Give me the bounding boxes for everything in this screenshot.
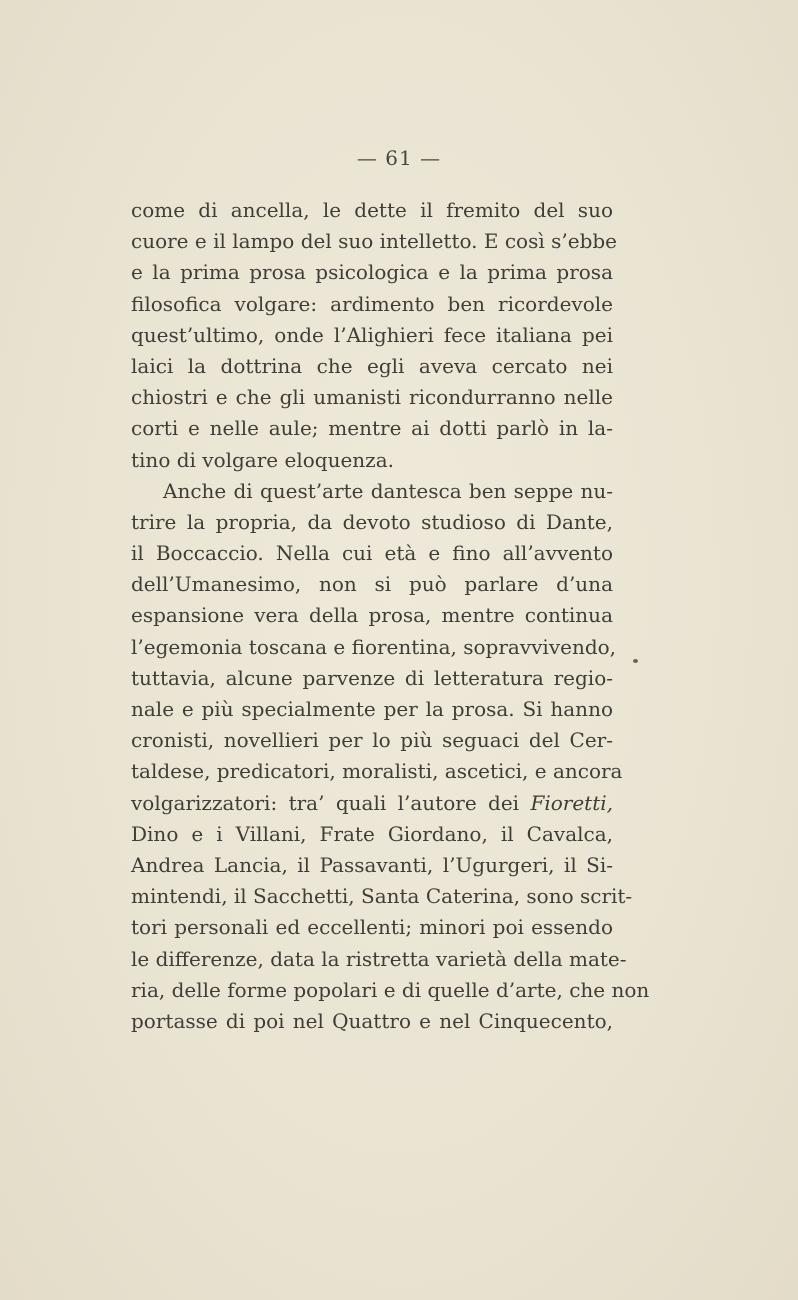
text-line: mintendi, il Sacchetti, Santa Caterina, sono scrit- bbox=[131, 884, 633, 909]
text-line: portasse di poi nel Quattro e nel Cinquecento, bbox=[131, 1008, 613, 1033]
text-line: Anche di quest’arte dantesca ben seppe nu- bbox=[163, 478, 613, 503]
text-line: le differenze, data la ristretta varietà della mate- bbox=[131, 946, 627, 971]
text-line: cuore e il lampo del suo intelletto. E così s’ebbe bbox=[131, 229, 618, 254]
text-line: quest’ultimo, onde l’Alighieri fece italiana pei bbox=[131, 322, 613, 347]
text-line: chiostri e che gli umanisti ricondurranno nelle bbox=[131, 385, 613, 410]
text-line: trire la propria, da devoto studioso di Dante, bbox=[131, 509, 613, 534]
text-line: il Boccaccio. Nella cui età e fino all’avvento bbox=[131, 541, 613, 566]
text-line: nale e più specialmente per la prosa. Si hanno bbox=[131, 697, 613, 721]
ink-speck bbox=[633, 659, 638, 663]
text-line: espansione vera della prosa, mentre continua bbox=[131, 603, 613, 628]
text-line-with-italic: volgarizzatori: tra’ quali l’autore dei Fioretti, bbox=[131, 790, 613, 815]
italic-title: Fioretti, bbox=[530, 790, 613, 815]
text-line: cronisti, novellieri per lo più seguaci del Cer- bbox=[131, 728, 613, 753]
text-line: dell’Umanesimo, non si può parlare d’una bbox=[131, 572, 613, 597]
text-line: e la prima prosa psicologica e la prima prosa bbox=[131, 260, 613, 285]
text-line: tori personali ed eccellenti; minori poi essendo bbox=[131, 915, 613, 940]
text-line: l’egemonia toscana e fiorentina, sopravvivendo, bbox=[131, 634, 617, 659]
text-line: corti e nelle aule; mentre ai dotti parlò in la- bbox=[131, 416, 613, 441]
body-text bbox=[131, 195, 650, 1037]
page-number: — 61 — bbox=[356, 146, 442, 170]
text-line: tuttavia, alcune parvenze di letteratura regio- bbox=[131, 665, 613, 690]
text-line: come di ancella, le dette il fremito del suo bbox=[131, 198, 613, 222]
text-line: tino di volgare eloquenza. bbox=[131, 447, 394, 472]
text-line: ria, delle forme popolari e di quelle d’arte, che non bbox=[131, 977, 650, 1002]
text-line: Andrea Lancia, il Passavanti, l’Ugurgeri, il Si- bbox=[131, 852, 613, 877]
text-line: filosofica volgare: ardimento ben ricordevole bbox=[131, 291, 613, 316]
text-line: Dino e i Villani, Frate Giordano, il Cavalca, bbox=[131, 821, 613, 846]
text-line: taldese, predicatori, moralisti, ascetici, e ancora bbox=[131, 759, 623, 784]
text-line: laici la dottrina che egli aveva cercato nei bbox=[131, 353, 613, 378]
